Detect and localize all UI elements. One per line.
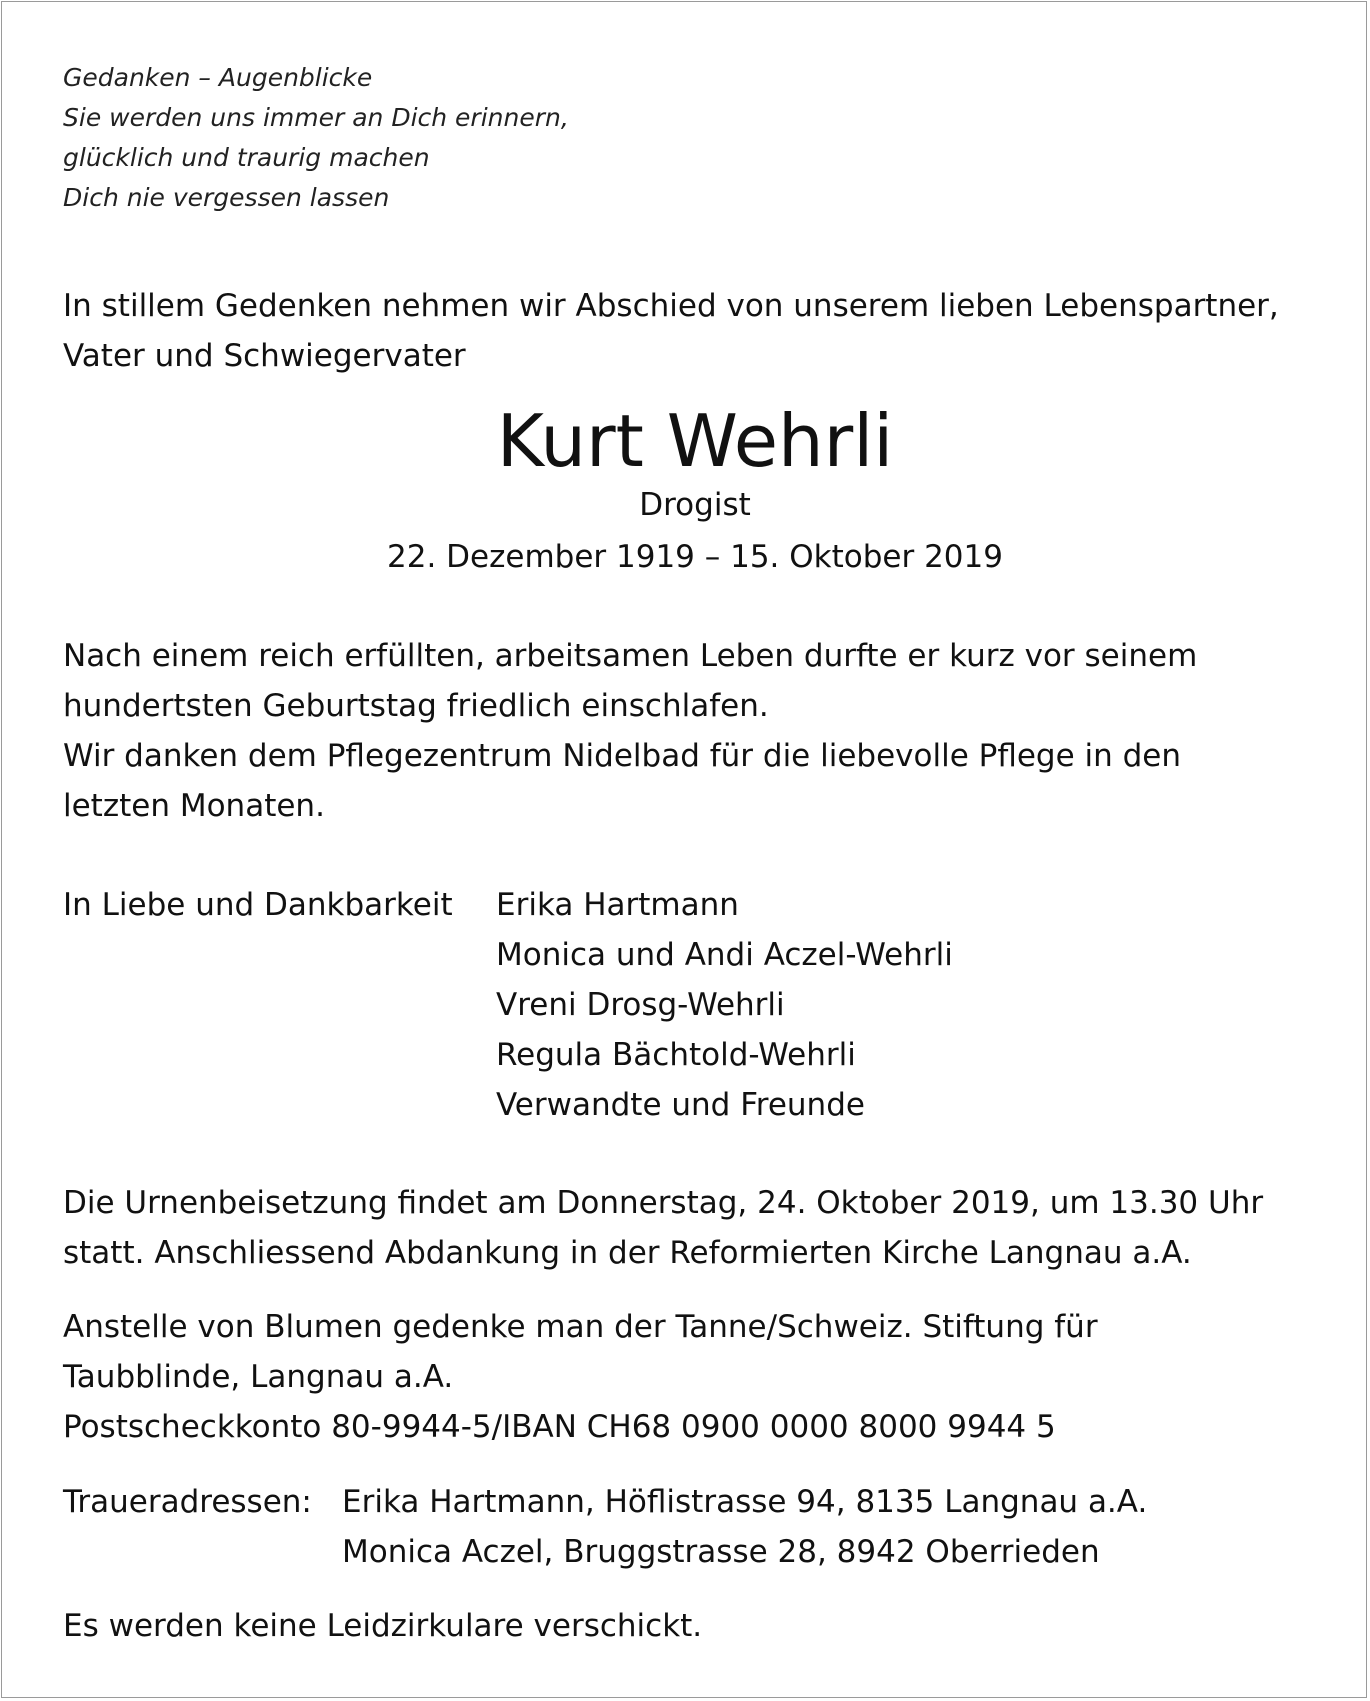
- donation-line: Taubblinde, Langnau a.A.: [63, 1359, 454, 1395]
- poem-line: Gedanken – Augenblicke: [63, 63, 373, 92]
- mourner-name: Verwandte und Freunde: [496, 1087, 865, 1123]
- donation-line: Anstelle von Blumen gedenke man der Tanne/Schweiz. Stiftung für: [63, 1309, 1098, 1345]
- tribute-paragraph: [63, 631, 1197, 831]
- addresses-label: Traueradressen:: [63, 1484, 312, 1520]
- poem-line: Sie werden uns immer an Dich erinnern,: [63, 103, 569, 132]
- addresses-list: [342, 1477, 1147, 1577]
- mourner-name: Vreni Drosg-Wehrli: [496, 987, 785, 1023]
- tribute-line: letzten Monaten.: [63, 788, 325, 824]
- closing-note: Es werden keine Leidzirkulare verschickt.: [63, 1608, 703, 1644]
- intro-line: Vater und Schwiegervater: [63, 338, 466, 374]
- poem-line: glücklich und traurig machen: [63, 143, 430, 172]
- intro-paragraph: [63, 281, 1279, 381]
- service-line: Die Urnenbeisetzung findet am Donnerstag, 24. Oktober 2019, um 13.30 Uhr: [63, 1185, 1264, 1221]
- donation-line: Postscheckkonto 80-9944-5/IBAN CH68 0900 0000 8000 9944 5: [63, 1409, 1056, 1445]
- mourners-list: [496, 880, 953, 1130]
- poem-line: Dich nie vergessen lassen: [63, 183, 390, 212]
- tribute-line: Nach einem reich erfüllten, arbeitsamen Leben durfte er kurz vor seinem: [63, 638, 1198, 674]
- intro-line: In stillem Gedenken nehmen wir Abschied von unserem lieben Lebenspartner,: [63, 288, 1279, 324]
- deceased-profession: Drogist: [639, 487, 751, 523]
- donation-paragraph: [63, 1302, 1098, 1452]
- memorial-poem: [63, 58, 569, 218]
- mourner-name: Monica und Andi Aczel-Wehrli: [496, 937, 953, 973]
- deceased-name: Kurt Wehrli: [496, 399, 894, 483]
- address-line: Erika Hartmann, Höflistrasse 94, 8135 Langnau a.A.: [342, 1484, 1148, 1520]
- tribute-line: hundertsten Geburtstag friedlich einschlafen.: [63, 688, 769, 724]
- address-line: Monica Aczel, Bruggstrasse 28, 8942 Oberrieden: [342, 1534, 1100, 1570]
- mourner-name: Regula Bächtold-Wehrli: [496, 1037, 856, 1073]
- life-dates: 22. Dezember 1919 – 15. Oktober 2019: [387, 539, 1003, 575]
- service-paragraph: [63, 1178, 1263, 1278]
- service-line: statt. Anschliessend Abdankung in der Reformierten Kirche Langnau a.A.: [63, 1235, 1192, 1271]
- mourner-name: Erika Hartmann: [496, 887, 739, 923]
- tribute-line: Wir danken dem Pflegezentrum Nidelbad für die liebevolle Pflege in den: [63, 738, 1182, 774]
- signature-label: In Liebe und Dankbarkeit: [63, 887, 453, 923]
